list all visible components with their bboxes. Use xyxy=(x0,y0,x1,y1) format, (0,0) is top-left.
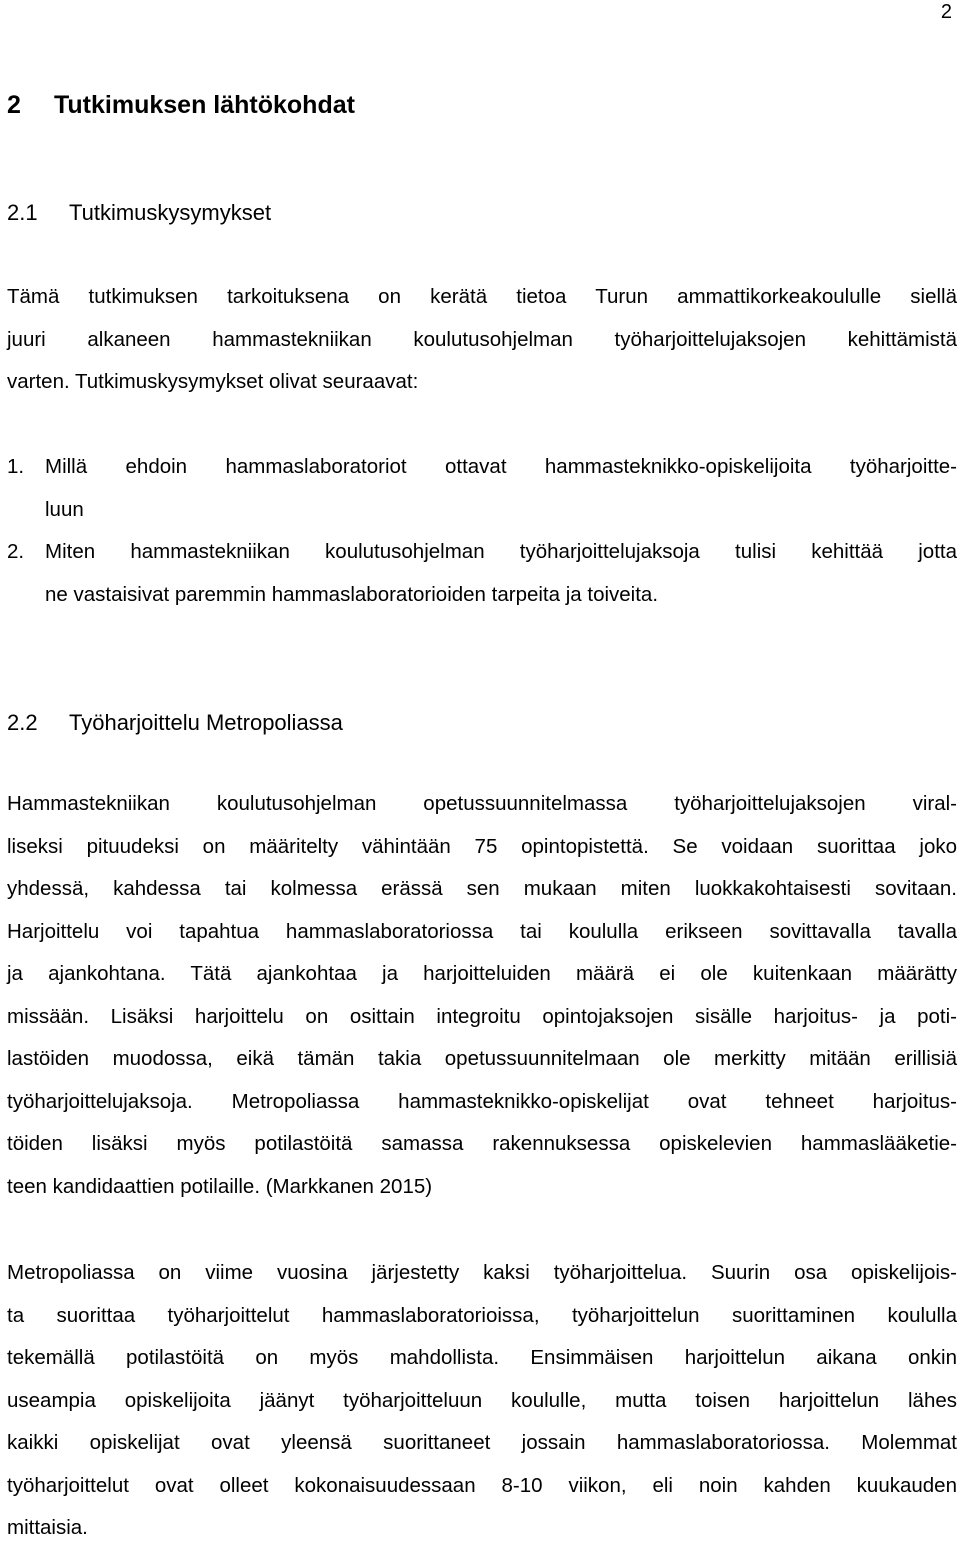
text-line: Hammastekniikan koulutusohjelman opetussuunnitelmassa työharjoittelujaksojen viral- xyxy=(7,792,957,815)
section-title: Tutkimuskysymykset xyxy=(69,200,272,225)
text-line: useampia opiskelijoita jäänyt työharjoitteluun koululle, mutta toisen harjoittelun lähes xyxy=(7,1388,957,1412)
text-line: liseksi pituudeksi on määritelty vähintään 75 opintopistettä. Se voidaan suorittaa joko xyxy=(7,834,957,858)
text-line: luun xyxy=(45,497,84,521)
text-line: Harjoittelu voi tapahtua hammaslaboratoriossa tai koululla erikseen sovittavalla tavalla xyxy=(7,919,957,943)
text-line: juuri alkaneen hammastekniikan koulutusohjelman työharjoittelujaksojen kehittämistä xyxy=(7,327,957,351)
text-line: ta suorittaa työharjoittelut hammaslaboratorioissa, työharjoittelun suorittaminen koululla xyxy=(7,1303,957,1327)
section-number: 2.1 xyxy=(7,200,38,225)
text-line: työharjoittelut ovat olleet kokonaisuudessaan 8-10 viikon, eli noin kahden kuukauden xyxy=(7,1473,957,1497)
section-heading-research-questions xyxy=(7,198,271,228)
chapter-number: 2 xyxy=(7,91,21,119)
text-line: Millä ehdoin hammaslaboratoriot ottavat hammasteknikko-opiskelijoita työharjoitte- xyxy=(45,455,957,478)
list-marker: 2. xyxy=(7,540,25,563)
internship-paragraph-2 xyxy=(7,1252,957,1550)
chapter-title: Tutkimuksen lähtökohdat xyxy=(54,91,355,119)
text-line: teen kandidaattien potilaille. (Markkanen 2015) xyxy=(7,1174,433,1198)
text-line: ne vastaisivat paremmin hammaslaboratorioiden tarpeita ja toiveita. xyxy=(45,582,659,606)
internship-paragraph-1 xyxy=(7,783,957,1208)
section-heading-internship xyxy=(7,708,343,738)
section-number: 2.2 xyxy=(7,710,38,735)
text-line: Miten hammastekniikan koulutusohjelman työharjoittelujaksoja tulisi kehittää jotta xyxy=(45,540,957,563)
text-line: tekemällä potilastöitä on myös mahdollista. Ensimmäisen harjoittelun aikana onkin xyxy=(7,1346,957,1369)
text-line: Tämä tutkimuksen tarkoituksena on kerätä tietoa Turun ammattikorkeakoululle siellä xyxy=(7,285,957,308)
text-line: työharjoittelujaksoja. Metropoliassa hammasteknikko-opiskelijat ovat tehneet harjoitus- xyxy=(7,1089,957,1113)
text-line: missään. Lisäksi harjoittelu on osittain integroitu opintojaksojen sisälle harjoitus- ja poti- xyxy=(7,1004,957,1028)
list-marker: 1. xyxy=(7,455,25,478)
text-line: kaikki opiskelijat ovat yleensä suorittaneet jossain hammaslaboratoriossa. Molemmat xyxy=(7,1431,957,1454)
text-line: varten. Tutkimuskysymykset olivat seuraavat: xyxy=(7,370,419,393)
text-line: Metropoliassa on viime vuosina järjestetty kaksi työharjoittelua. Suurin osa opiskelijois- xyxy=(7,1261,957,1284)
text-line: lastöiden muodossa, eikä tämän takia opetussuunnitelmaan ole merkitty mitään erillisiä xyxy=(7,1047,957,1070)
list-item xyxy=(7,531,957,616)
text-line: töiden lisäksi myös potilastöitä samassa rakennuksessa opiskelevien hammaslääketie- xyxy=(7,1132,957,1155)
text-line: mittaisia. xyxy=(7,1516,88,1539)
intro-paragraph xyxy=(7,276,957,404)
section-title: Työharjoittelu Metropoliassa xyxy=(69,710,343,735)
page-number: 2 xyxy=(940,1,952,23)
chapter-heading xyxy=(7,88,355,122)
text-line: ja ajankohtana. Tätä ajankohtaa ja harjoitteluiden määrä ei ole kuitenkaan määrätty xyxy=(7,962,957,985)
list-item xyxy=(7,446,957,531)
text-line: yhdessä, kahdessa tai kolmessa erässä sen mukaan miten luokkakohtaisesti sovitaan. xyxy=(7,877,957,900)
research-questions-list xyxy=(7,446,957,616)
